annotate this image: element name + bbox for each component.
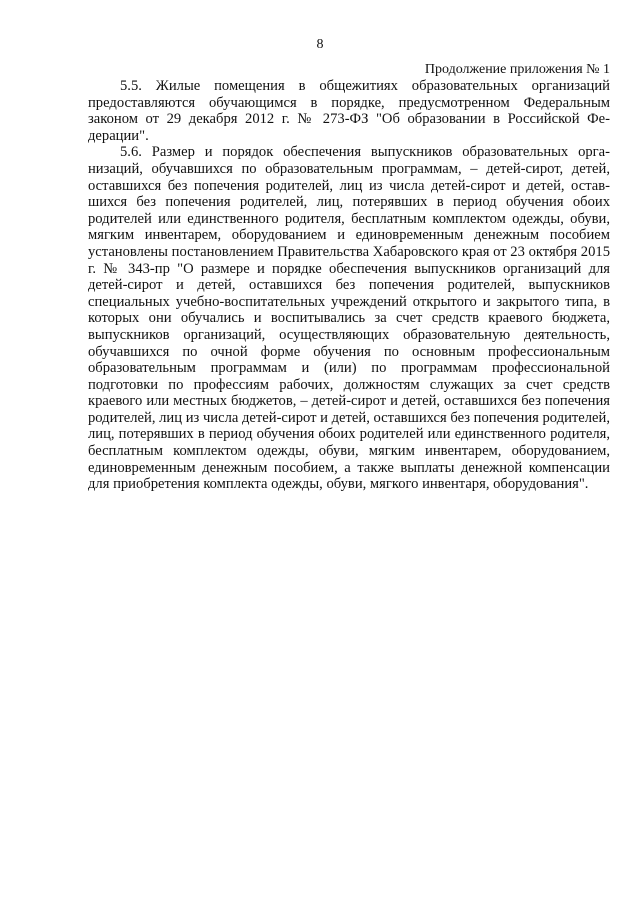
appendix-continuation-note: Продолжение приложения № 1 bbox=[424, 62, 610, 77]
document-body bbox=[88, 78, 610, 493]
page-number: 8 bbox=[316, 37, 324, 52]
paragraph-5-6: 5.6. Размер и порядок обеспечения выпускников образовательных организаций, обучавшихся по образовательным программам, – детей-сирот, детей, оставшихся без попечения родителей, лиц из числа детей-сирот и детей, оставшихся без попечения родителей, лиц, потерявших в период обучения обоих родителей или единственного родителя, бесплатным комплектом одежды, обуви, мягким инвентарем, оборудованием и единовременным денежным пособием установлены постановлением Правительства Хабаровского края от 23 октября 2015 г. № 343-пр "О размере и порядке обеспечения выпускников организаций для детей-сирот и детей, оставшихся без попечения родителей, выпускников специальных учебно-воспитательных учреждений открытого и закрытого типа, в которых они обучались и воспитывались за счет средств краевого бюджета, выпускников организаций, осуществляющих образовательную деятельность, обучавшихся по очной форме обучения по основным профессиональным образовательным программам и (или) по программам профессиональной подготовки по профессиям рабочих, должностям служащих за счет средств краевого или местных бюджетов, – детей-сирот и детей, оставшихся без попечения родителей, лиц из числа детей-сирот и детей, оставшихся без попечения родителей, лиц, потерявших в период обучения обоих родителей или единственного родителя, бесплатным комплектом одежды, обуви, мягким инвентарем, оборудованием, единовременным денежным пособием, а также выплаты денежной компенсации для приобретения комплекта одежды, обуви, мягкого инвентаря, оборудования". bbox=[88, 144, 610, 493]
paragraph-5-5: 5.5. Жилые помещения в общежитиях образовательных организаций предоставляются обучающимся в порядке, предусмотренном Федеральным законом от 29 декабря 2012 г. № 273-ФЗ "Об образовании в Российской Федерации". bbox=[88, 78, 610, 144]
